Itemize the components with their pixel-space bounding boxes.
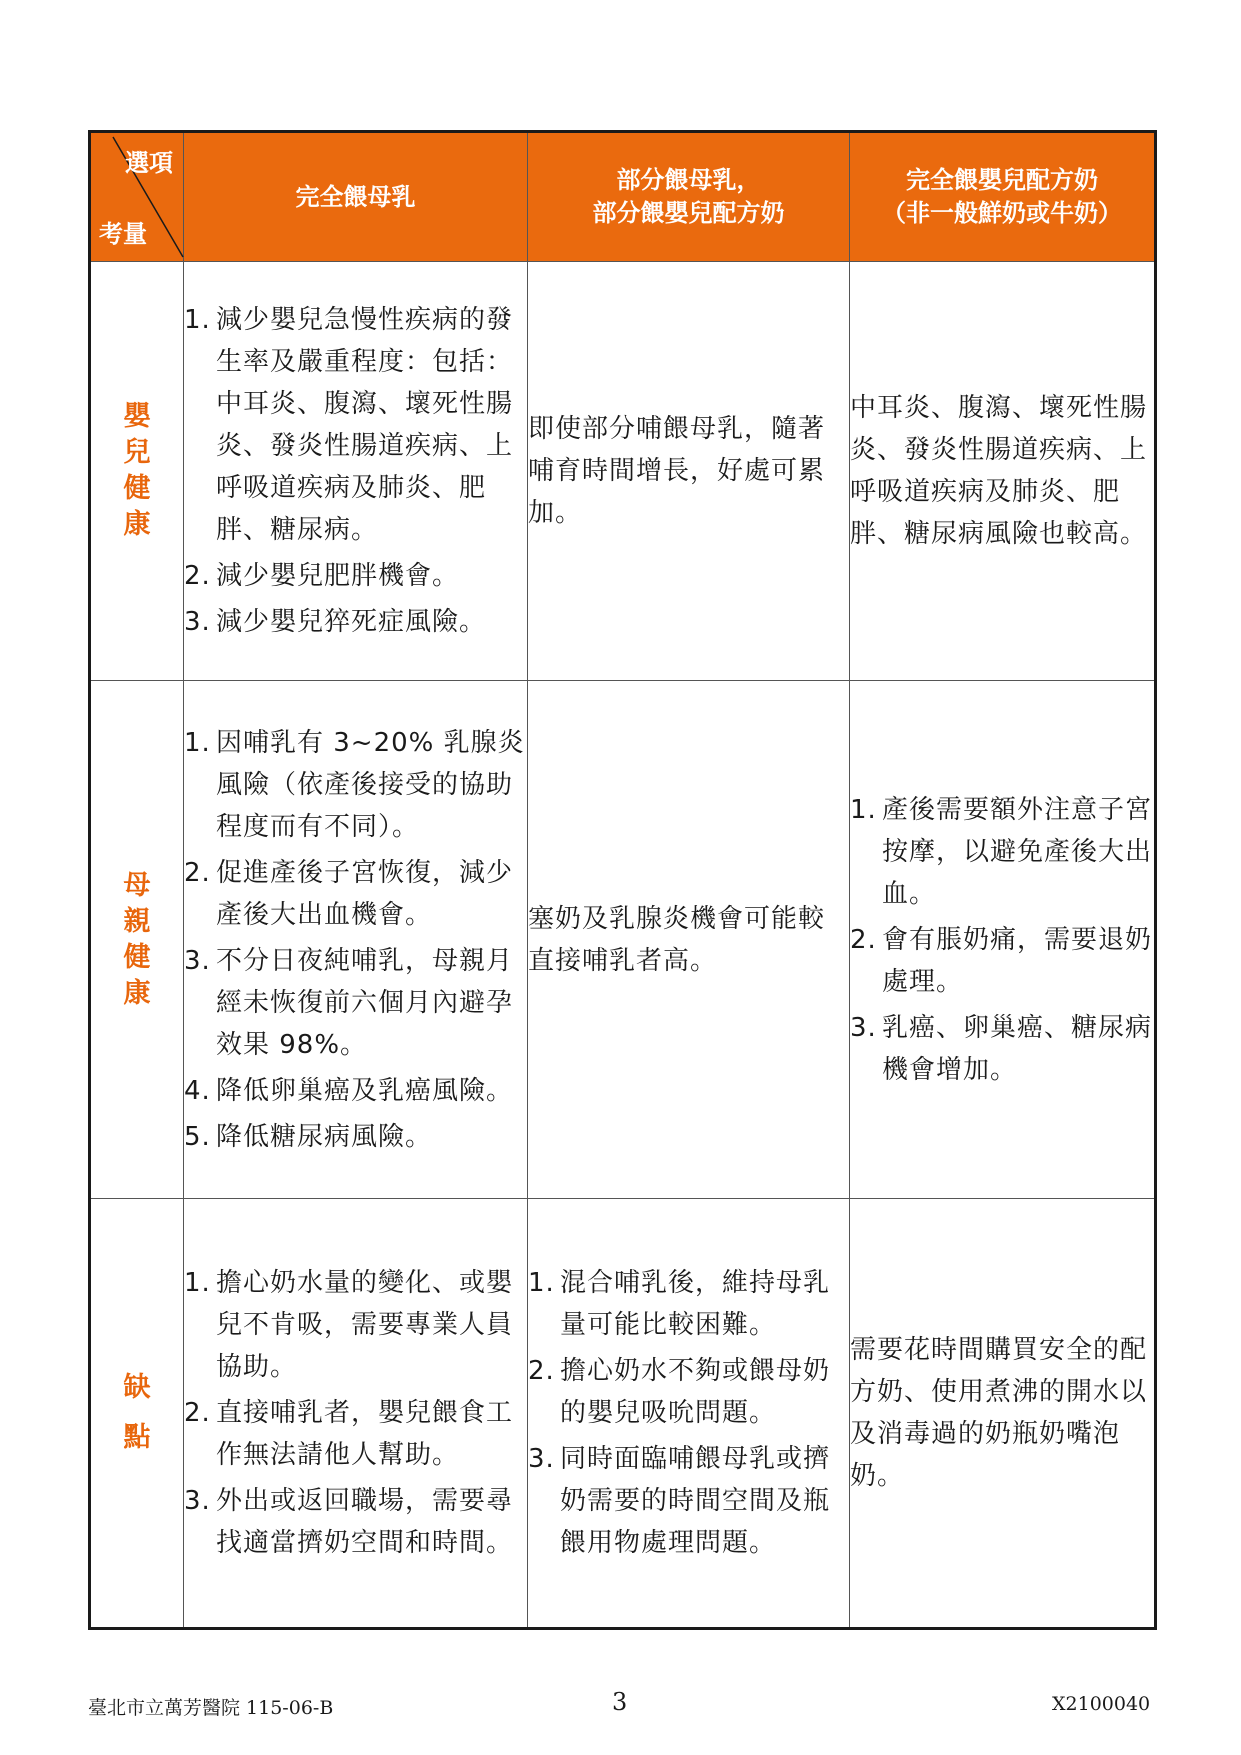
- corner-label-options: 選項: [125, 149, 173, 177]
- list-item: 2. 促進產後子宮恢復，減少產後大出血機會。: [184, 857, 514, 930]
- cell-mother-partial: 塞奶及乳腺炎機會可能較直接哺乳者高。: [528, 681, 850, 1199]
- list-item: 2. 會有脹奶痛，需要退奶處理。: [850, 924, 1153, 997]
- list-item: 2. 直接哺乳者，嬰兒餵食工作無法請他人幫助。: [184, 1398, 514, 1470]
- page-number: 3: [612, 1688, 628, 1716]
- row-label-mother-health: 母 親 健 康: [90, 681, 184, 1199]
- header-full-breastfeeding: 完全餵母乳: [184, 132, 528, 262]
- cell-mother-full-breastfeeding: [184, 681, 528, 1199]
- list-item: 3. 外出或返回職場，需要尋找適當擠奶空間和時間。: [184, 1486, 514, 1558]
- cell-disadv-formula: 需要花時間購買安全的配方奶、使用煮沸的開水以及消毒過的奶瓶奶嘴泡奶。: [850, 1199, 1156, 1629]
- cell-infant-partial: 即使部分哺餵母乳，隨著哺育時間增長，好處可累加。: [528, 262, 850, 681]
- list-item: 3. 不分日夜純哺乳，母親月經未恢復前六個月內避孕效果 98%。: [184, 945, 514, 1060]
- list-item: 2. 擔心奶水不夠或餵母奶的嬰兒吸吮問題。: [528, 1356, 831, 1428]
- cell-disadv-full-breastfeeding: [184, 1199, 528, 1629]
- list-item: 1. 混合哺乳後，維持母乳量可能比較困難。: [528, 1268, 831, 1340]
- list-item: 3. 減少嬰兒猝死症風險。: [184, 607, 487, 637]
- list-item: 1. 擔心奶水量的變化、或嬰兒不肯吸，需要專業人員協助。: [184, 1268, 514, 1382]
- list-item: 1. 因哺乳有 3~20% 乳腺炎風險（依產後接受的協助程度而有不同）。: [184, 727, 525, 842]
- cell-infant-full-breastfeeding: [184, 262, 528, 681]
- cell-mother-formula: [850, 681, 1156, 1199]
- corner-header-cell: [90, 132, 184, 262]
- comparison-sheet: [88, 130, 1154, 1630]
- list-item: 3. 乳癌、卵巢癌、糖尿病機會增加。: [850, 1012, 1153, 1085]
- table-row-infant-health: [90, 262, 1156, 681]
- feeding-comparison-table: [88, 130, 1157, 1630]
- list-item: 3. 同時面臨哺餵母乳或擠奶需要的時間空間及瓶餵用物處理問題。: [528, 1444, 831, 1558]
- footer-document-id: X2100040: [1052, 1693, 1151, 1715]
- corner-label-considerations: 考量: [99, 220, 147, 248]
- table-header-row: [90, 132, 1156, 262]
- cell-disadv-partial: [528, 1199, 850, 1629]
- header-partial-breastfeeding: 部分餵母乳， 部分餵嬰兒配方奶: [528, 132, 850, 262]
- table-row-mother-health: [90, 681, 1156, 1199]
- header-full-formula: 完全餵嬰兒配方奶 （非一般鮮奶或牛奶）: [850, 132, 1156, 262]
- list-item: 1. 減少嬰兒急慢性疾病的發生率及嚴重程度：包括：中耳炎、腹瀉、壞死性腸炎、發炎性腸道疾病、上呼吸道疾病及肺炎、肥胖、糖尿病。: [184, 305, 514, 545]
- list-item: 1. 產後需要額外注意子宮按摩，以避免產後大出血。: [850, 794, 1153, 909]
- row-label-disadvantages: 缺 點: [90, 1199, 184, 1629]
- row-label-infant-health: 嬰 兒 健 康: [90, 262, 184, 681]
- list-item: 5. 降低糖尿病風險。: [184, 1121, 433, 1152]
- footer-hospital-code: 臺北市立萬芳醫院 115-06-B: [88, 1697, 334, 1719]
- cell-infant-formula: 中耳炎、腹瀉、壞死性腸炎、發炎性腸道疾病、上呼吸道疾病及肺炎、肥胖、糖尿病風險也較高。: [850, 262, 1156, 681]
- table-row-disadvantages: [90, 1199, 1156, 1629]
- list-item: 2. 減少嬰兒肥胖機會。: [184, 561, 460, 591]
- list-item: 4. 降低卵巢癌及乳癌風險。: [184, 1075, 514, 1106]
